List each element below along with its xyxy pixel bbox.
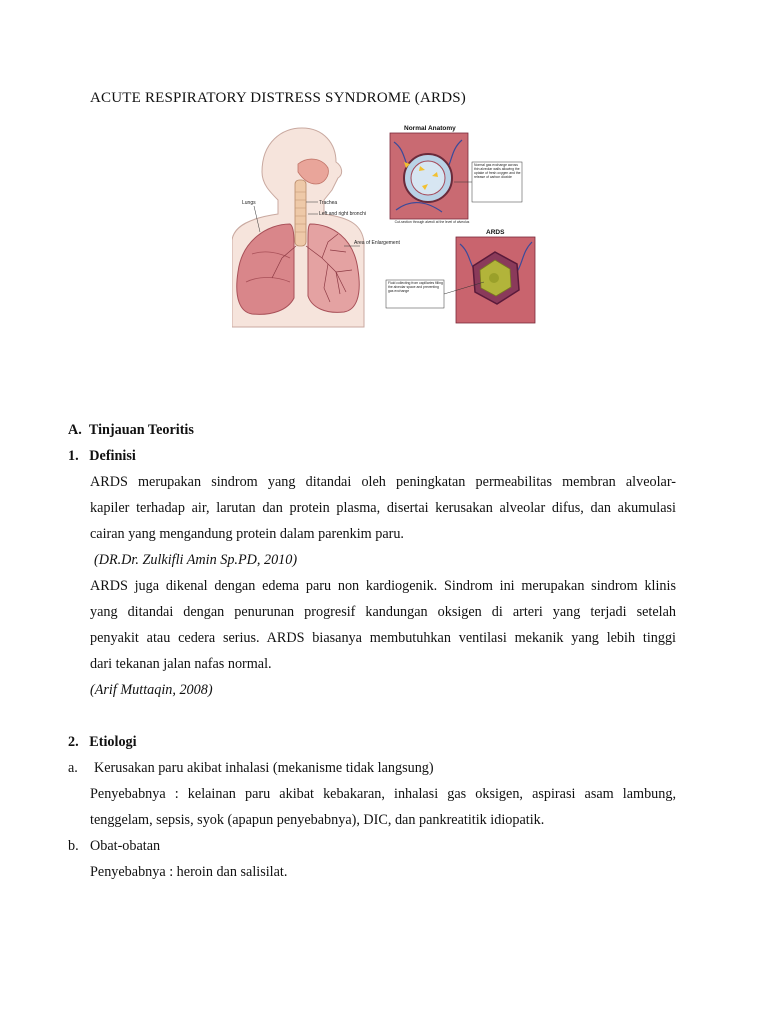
section-1-heading: 1. Definisi	[68, 448, 136, 464]
section-a-heading: A. Tinjauan Teoritis	[68, 422, 194, 438]
definisi-p1-line-1: ARDS merupakan sindrom yang ditandai oleh peningkatan permeabilitas membran alveolar-	[90, 474, 676, 490]
etiologi-b-description: Penyebabnya : heroin dan salisilat.	[90, 864, 288, 880]
etiologi-a-line-2: tenggelam, sepsis, syok (apapun penyebabnya), DIC, dan pankreatitik idiopatik.	[90, 812, 545, 828]
definisi-paragraph-1	[90, 469, 676, 547]
normal-anatomy-heading: Normal Anatomy	[404, 125, 456, 132]
citation-amin: (DR.Dr. Zulkifli Amin Sp.PD, 2010)	[94, 552, 298, 568]
normal-gas-exchange-note: Normal gas exchange across thin alveolar walls allowing the uptake of fresh oxygen and the release of carbon dioxide	[474, 163, 521, 179]
citation-muttaqin: (Arif Muttaqin, 2008)	[90, 682, 213, 698]
definisi-p1-line-3: cairan yang mengandung protein dalam parenkim paru.	[90, 526, 404, 542]
label-area-of-enlargement: Area of Enlargement	[354, 240, 400, 246]
definisi-p2-line-1: ARDS juga dikenal dengan edema paru non kardiogenik. Sindrom ini merupakan sindrom klinis	[90, 578, 676, 594]
label-bronchi: Left and right bronchi	[319, 211, 366, 217]
ards-illustration	[232, 122, 537, 332]
label-lungs: Lungs	[242, 200, 256, 206]
etiologi-a-line-1: Penyebabnya : kelainan paru akibat kebakaran, inhalasi gas oksigen, aspirasi asam lambung,	[90, 786, 676, 802]
etiologi-item-a: Kerusakan paru akibat inhalasi (mekanisme tidak langsung)	[94, 760, 434, 776]
ards-fluid-note: Fluid collecting from capillaries filling the alveolar space and preventing gas exchange	[388, 281, 443, 293]
definisi-paragraph-2	[90, 573, 676, 677]
label-trachea: Trachea	[319, 200, 338, 206]
cutaway-caption: Cut-section through alveoli at the level of alveolus	[394, 220, 470, 224]
etiologi-item-b: Obat-obatan	[90, 838, 161, 854]
etiologi-a-marker: a.	[68, 760, 78, 776]
definisi-p2-line-3: penyakit atau cedera serius. ARDS biasanya membutuhkan ventilasi mekanik yang lebih tinggi	[90, 630, 676, 646]
ards-heading: ARDS	[486, 229, 505, 236]
definisi-p2-line-4: dari tekanan jalan nafas normal.	[90, 656, 272, 672]
section-2-heading: 2. Etiologi	[68, 734, 137, 750]
etiologi-a-description	[90, 781, 676, 833]
document-title: ACUTE RESPIRATORY DISTRESS SYNDROME (ARDS)	[90, 90, 466, 106]
definisi-p1-line-2: kapiler terhadap air, larutan dan protein plasma, disertai kerusakan alveolar difus, dan akumulasi	[90, 500, 676, 516]
ards-anatomy-figure	[232, 122, 537, 332]
definisi-p2-line-2: yang ditandai dengan penurunan progresif kandungan oksigen di arteri yang terjadi setelah	[90, 604, 676, 620]
etiologi-b-marker: b.	[68, 838, 79, 854]
